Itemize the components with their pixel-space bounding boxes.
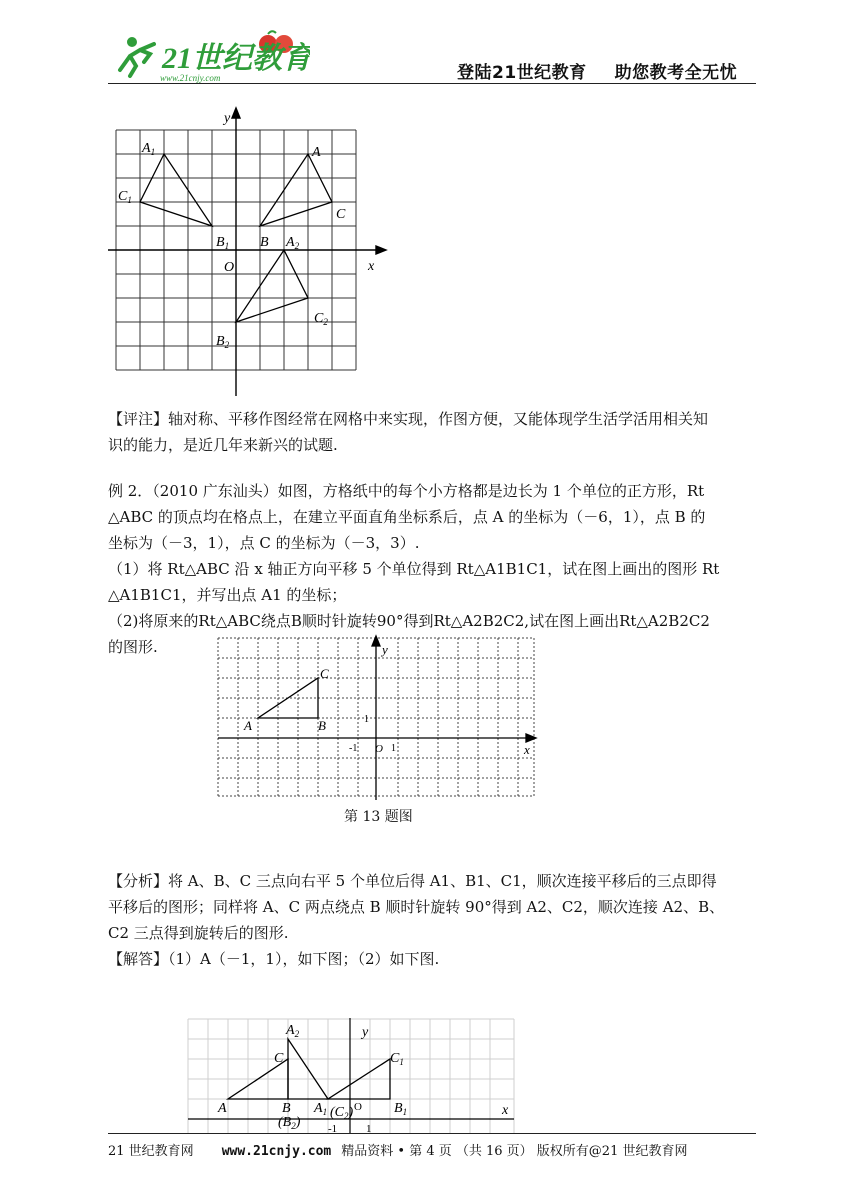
figure-1-grid bbox=[100, 100, 400, 400]
example-line-4: （1）将 Rt△ABC 沿 x 轴正方向平移 5 个单位得到 Rt△A1B1C1，试在图上画出的图形 Rt bbox=[108, 560, 720, 578]
fig3-label-b1: $B_1$ bbox=[394, 1101, 408, 1117]
fig3-y-label: y bbox=[362, 1025, 369, 1040]
fig2-tick-y1: 1 bbox=[364, 714, 369, 725]
fig3-label-c: C bbox=[274, 1051, 284, 1066]
fig1-label-b1: $B_1$ bbox=[216, 235, 230, 251]
logo-graphic bbox=[110, 28, 310, 84]
example-line-3: 坐标为（－3，1），点 C 的坐标为（－3，3）. bbox=[108, 534, 420, 552]
page-footer bbox=[108, 1140, 758, 1159]
triangle-abc bbox=[260, 154, 332, 226]
fig1-x-label: x bbox=[368, 259, 375, 274]
fig1-label-c: C bbox=[336, 207, 346, 222]
fig3-x-label: x bbox=[502, 1103, 509, 1118]
fig2-origin: O bbox=[375, 743, 383, 755]
example-line-2: △ABC 的顶点均在格点上，在建立平面直角坐标系后，点 A 的坐标为（－6，1），点 B 的 bbox=[108, 508, 706, 526]
example-line-6: （2)将原来的Rt△ABC绕点B顺时针旋转90°得到Rt△A2B2C2,试在图上画出Rt△A2B2C2 bbox=[108, 612, 710, 630]
fig1-label-a2: $A_2$ bbox=[286, 235, 300, 251]
fig1-label-b2: $B_2$ bbox=[216, 334, 230, 350]
fig2-y-label: y bbox=[382, 642, 388, 657]
fig3-label-b: B bbox=[282, 1101, 291, 1116]
header-slogan bbox=[457, 58, 765, 83]
fig2-tick-neg1: -1 bbox=[349, 743, 358, 754]
fig3-tick-pos1: 1 bbox=[366, 1123, 372, 1134]
analysis-line-3: C2 三点得到旋转后的图形. bbox=[108, 924, 289, 942]
figure-2-grid bbox=[212, 632, 542, 802]
example-line-5: △A1B1C1，并写出点 A1 的坐标； bbox=[108, 586, 347, 604]
fig2-label-c: C bbox=[320, 666, 329, 681]
comment-line-1: 【评注】轴对称、平移作图经常在网格中来实现，作图方便，又能体现学生活学活用相关知 bbox=[108, 410, 709, 428]
answer-line-1: 【解答】（1）A（－1，1），如下图；（2）如下图. bbox=[108, 950, 440, 968]
example-line-7: 的图形. bbox=[108, 638, 158, 656]
analysis-line-1: 【分析】将 A、B、C 三点向右平 5 个单位后得 A1、B1、C1，顺次连接平移后的三点即得 bbox=[108, 872, 717, 890]
footer-divider bbox=[108, 1133, 756, 1134]
fig3-origin: O bbox=[354, 1101, 362, 1113]
figure-3-grid bbox=[184, 1014, 524, 1134]
fig3-label-c1: $C_1$ bbox=[390, 1051, 404, 1067]
fig3-label-c2: $(C_2)$ bbox=[330, 1105, 354, 1121]
fig3-tick-neg1: -1 bbox=[328, 1123, 338, 1134]
fig2-label-a: A bbox=[244, 718, 252, 733]
header-divider bbox=[108, 83, 756, 84]
fig1-label-b: B bbox=[260, 235, 269, 250]
fig3-label-a2: $A_2$ bbox=[286, 1023, 300, 1039]
fig1-label-c1: $C_1$ bbox=[118, 189, 132, 205]
analysis-line-2: 平移后的图形；同样将 A、C 两点绕点 B 顺时针旋转 90°得到 A2、C2，顺次连接 A2、B、 bbox=[108, 898, 725, 916]
slogan-right: 助您教考全无忧 bbox=[614, 63, 738, 83]
example-line-1: 例 2．（2010 广东汕头）如图，方格纸中的每个小方格都是边长为 1 个单位的正方形，Rt bbox=[108, 482, 705, 500]
footer-site-link[interactable]: www.21cnjy.com bbox=[221, 1144, 332, 1159]
comment-line-2: 识的能力，是近几年来新兴的试题. bbox=[108, 436, 338, 454]
slogan-left: 登陆21世纪教育 bbox=[457, 63, 587, 83]
figure-2-caption: 第 13 题图 bbox=[344, 809, 413, 825]
footer-left: 21 世纪教育网 bbox=[108, 1144, 194, 1159]
triangle-a1b1c1 bbox=[140, 154, 212, 226]
logo-url: www.21cnjy.com bbox=[160, 73, 221, 83]
fig1-y-label: y bbox=[224, 111, 231, 126]
fig1-label-c2: $C_2$ bbox=[314, 311, 328, 327]
fig3-label-a: A bbox=[218, 1101, 227, 1116]
fig1-label-a1: $A_1$ bbox=[142, 141, 156, 157]
header-logo bbox=[110, 28, 310, 84]
fig1-label-a: A bbox=[312, 145, 321, 160]
fig2-label-b: B bbox=[318, 718, 326, 733]
triangle-a2b2c2 bbox=[236, 250, 308, 322]
fig3-label-a1: $A_1$ bbox=[314, 1101, 328, 1117]
fig1-origin: O bbox=[224, 260, 235, 275]
fig2-x-label: x bbox=[524, 742, 530, 757]
footer-right: 精品资料 • 第 4 页 （共 16 页） 版权所有@21 世纪教育网 bbox=[341, 1144, 688, 1159]
comment-paragraph bbox=[108, 406, 758, 458]
logo-text: 21世纪教育 bbox=[162, 42, 310, 75]
fig3-label-b2: $(B_2)$ bbox=[278, 1115, 301, 1131]
fig2-tick-pos1: 1 bbox=[391, 743, 396, 754]
analysis-paragraph bbox=[108, 868, 758, 972]
